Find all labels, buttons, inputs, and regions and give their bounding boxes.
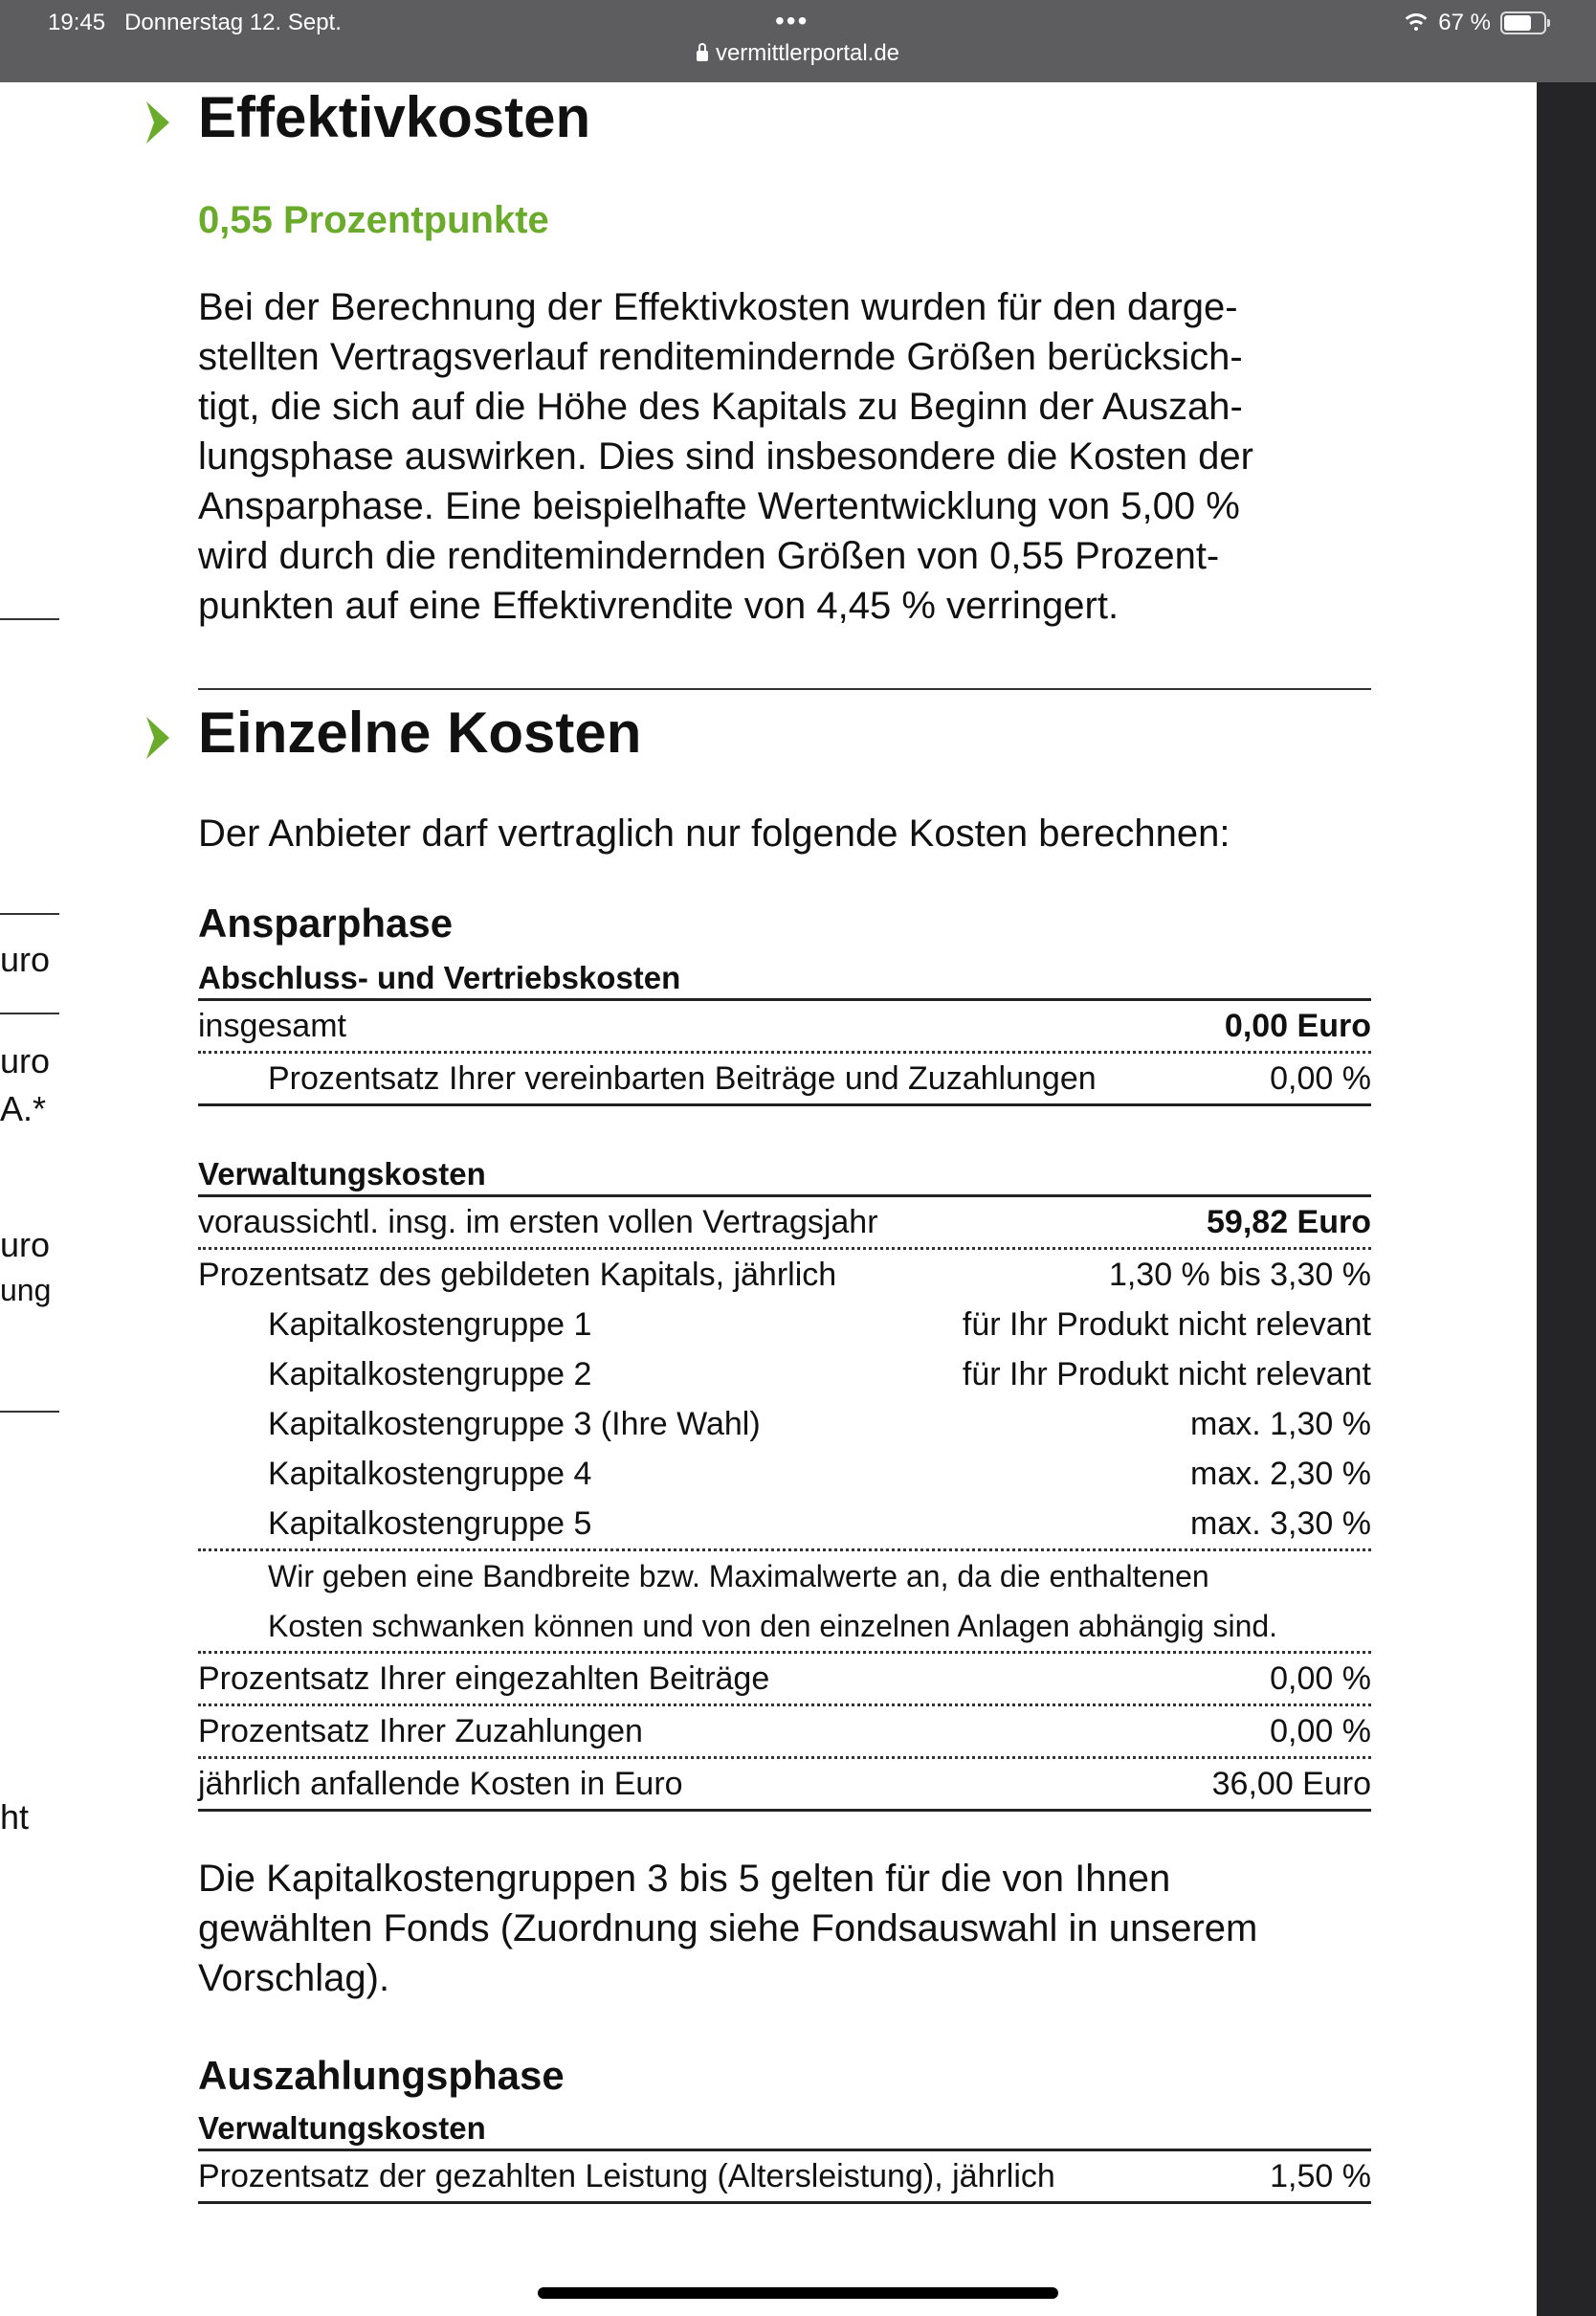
row-label: Kapitalkostengruppe 4 — [268, 1455, 592, 1492]
table-row — [198, 1197, 1371, 1250]
row-label: Prozentsatz Ihrer Zuzahlungen — [198, 1712, 643, 1749]
document-content — [198, 82, 1371, 2204]
heading-auszahlungsphase: Auszahlungsphase — [198, 2053, 565, 2098]
table-row — [198, 1654, 1371, 1706]
paragraph-line: Vorschlag). — [198, 1957, 390, 1999]
status-time-date — [48, 10, 342, 36]
table-row — [198, 1250, 1371, 1300]
row-label: Prozentsatz Ihrer eingezahlten Beiträge — [198, 1659, 770, 1697]
status-bar — [0, 0, 1596, 82]
paragraph-line: lungsphase auswirken. Dies sind insbesondere die Kosten der — [198, 435, 1253, 478]
url-bar[interactable] — [0, 40, 1596, 67]
chevron-right-icon — [141, 98, 175, 147]
paragraph-line: Bei der Berechnung der Effektivkosten wurden für den darge- — [198, 286, 1238, 328]
row-value: für Ihr Produkt nicht relevant — [962, 1305, 1371, 1343]
heading-einzelne-kosten: Einzelne Kosten — [198, 701, 642, 765]
url-text: vermittlerportal.de — [715, 40, 900, 66]
chevron-right-icon — [141, 713, 175, 763]
row-value: max. 3,30 % — [1190, 1504, 1371, 1542]
table-row — [198, 1449, 1371, 1499]
table-row — [198, 1499, 1371, 1551]
left-fragment: A.* — [0, 1089, 47, 1128]
row-value: 0,00 Euro — [1224, 1007, 1371, 1044]
row-value: für Ihr Produkt nicht relevant — [962, 1355, 1371, 1392]
wifi-icon — [1404, 13, 1429, 33]
table-note — [198, 1551, 1371, 1654]
row-value: 0,00 % — [1270, 1659, 1371, 1697]
row-value: max. 2,30 % — [1190, 1455, 1371, 1492]
left-divider — [0, 1013, 59, 1014]
row-label: Kapitalkostengruppe 1 — [268, 1305, 592, 1343]
status-date: Donnerstag 12. Sept. — [124, 10, 342, 35]
left-divider — [0, 913, 59, 915]
section-einzelne-kosten — [198, 701, 1371, 765]
lock-icon — [697, 51, 708, 61]
row-label: insgesamt — [198, 1007, 346, 1044]
row-value: 36,00 Euro — [1211, 1765, 1371, 1802]
effektivkosten-paragraph — [198, 282, 1371, 631]
left-fragment: ung — [0, 1273, 52, 1307]
left-fragment: ht — [0, 1797, 30, 1837]
left-fragment: uro — [0, 940, 51, 979]
paragraph-line: Die Kapitalkostengruppen 3 bis 5 gelten für die von Ihnen — [198, 1858, 1171, 1900]
heading-verwaltungskosten: Verwaltungskosten — [198, 1156, 1371, 1197]
row-value: 59,82 Euro — [1207, 1203, 1371, 1240]
paragraph-line: stellten Vertragsverlauf renditemindernde Größen berücksich- — [198, 336, 1243, 378]
table-row — [198, 1706, 1371, 1759]
battery-percent: 67 % — [1438, 10, 1491, 35]
section-effektivkosten — [198, 86, 1371, 149]
section-divider — [198, 688, 1371, 690]
table-row — [198, 1759, 1371, 1812]
left-fragment: uro — [0, 1225, 51, 1264]
status-time: 19:45 — [48, 10, 106, 35]
paragraph-line: wird durch die renditemindernden Größen von 0,55 Prozent- — [198, 535, 1220, 577]
heading-effektivkosten: Effektivkosten — [198, 85, 591, 149]
left-divider — [0, 618, 59, 620]
row-label: jährlich anfallende Kosten in Euro — [198, 1765, 683, 1802]
heading-abschluss-vertriebskosten: Abschluss- und Vertriebskosten — [198, 946, 1371, 1001]
row-value: 1,30 % bis 3,30 % — [1108, 1256, 1371, 1293]
heading-ansparphase: Ansparphase — [198, 901, 454, 946]
row-label: Prozentsatz Ihrer vereinbarten Beiträge und Zuzahlungen — [268, 1059, 1097, 1097]
row-value: max. 1,30 % — [1190, 1405, 1371, 1442]
paragraph-line: punkten auf eine Effektivrendite von 4,45 % verringert. — [198, 585, 1119, 627]
effektivkosten-value: 0,55 Prozentpunkte — [198, 199, 549, 241]
table-row — [198, 1349, 1371, 1399]
table-row — [198, 1399, 1371, 1449]
row-label: voraussichtl. insg. im ersten vollen Vertragsjahr — [198, 1203, 878, 1240]
note-line: Wir geben eine Bandbreite bzw. Maximalwerte an, da die enthaltenen — [268, 1559, 1209, 1593]
table-row — [198, 2151, 1371, 2204]
paragraph-line: Ansparphase. Eine beispielhafte Wertentwicklung von 5,00 % — [198, 485, 1240, 527]
note-line: Kosten schwanken können und von den einzelnen Anlagen abhängig sind. — [268, 1609, 1278, 1643]
row-label: Kapitalkostengruppe 3 (Ihre Wahl) — [268, 1405, 761, 1442]
paragraph-line: tigt, die sich auf die Höhe des Kapitals zu Beginn der Auszah- — [198, 386, 1243, 428]
row-value: 1,50 % — [1270, 2157, 1371, 2194]
table-row — [198, 1001, 1371, 1054]
einzelne-kosten-intro: Der Anbieter darf vertraglich nur folgende Kosten berechnen: — [198, 813, 1230, 855]
row-label: Kapitalkostengruppe 5 — [268, 1504, 592, 1542]
row-label: Prozentsatz der gezahlten Leistung (Altersleistung), jährlich — [198, 2157, 1055, 2194]
heading-verwaltungskosten-auszahlung: Verwaltungskosten — [198, 2099, 1371, 2151]
more-options-icon[interactable]: ••• — [775, 6, 809, 35]
home-indicator[interactable] — [538, 2287, 1058, 2299]
kapitalkostengruppen-note — [198, 1854, 1371, 2003]
battery-icon — [1500, 11, 1546, 34]
left-fragment: uro — [0, 1041, 51, 1080]
row-value: 0,00 % — [1270, 1059, 1371, 1097]
table-row — [198, 1054, 1371, 1106]
status-right — [1404, 10, 1546, 36]
row-label: Prozentsatz des gebildeten Kapitals, jährlich — [198, 1256, 837, 1293]
left-divider — [0, 1411, 59, 1413]
table-row — [198, 1300, 1371, 1349]
row-value: 0,00 % — [1270, 1712, 1371, 1749]
row-label: Kapitalkostengruppe 2 — [268, 1355, 592, 1392]
dark-side-panel — [1537, 82, 1596, 2316]
paragraph-line: gewählten Fonds (Zuordnung siehe Fondsauswahl in unserem — [198, 1907, 1258, 1949]
